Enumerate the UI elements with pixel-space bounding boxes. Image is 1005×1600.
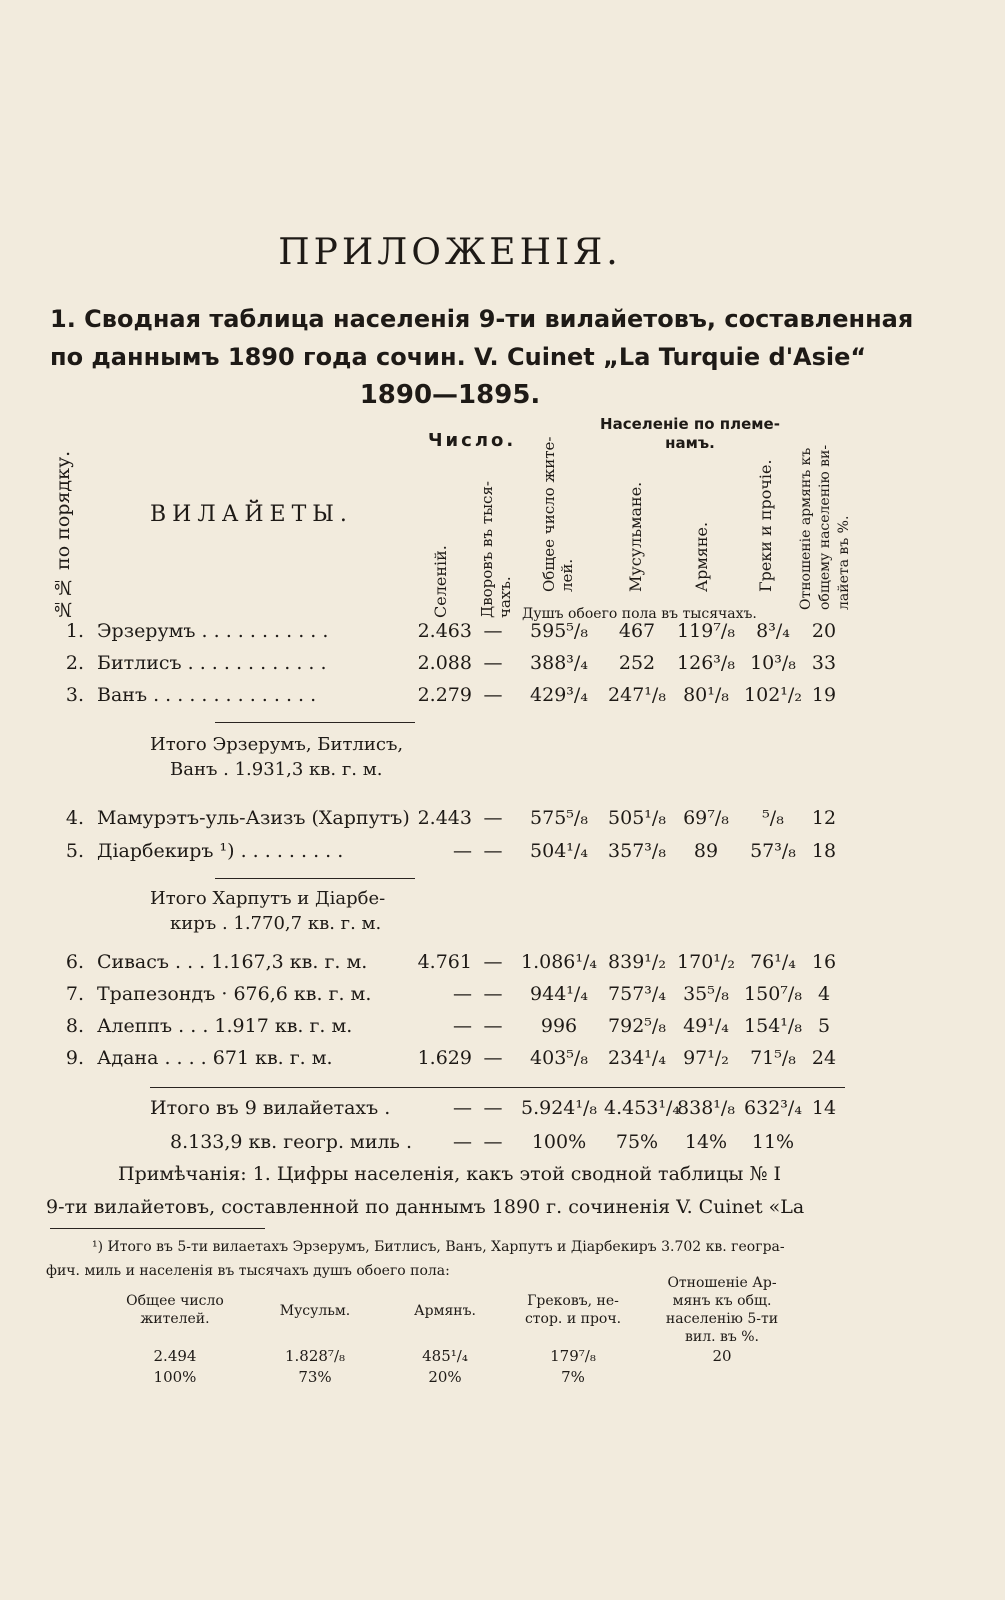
footnote-text2: фич. миль и населенія въ тысячахъ душъ обоего пола:	[46, 1263, 450, 1279]
table-row: 5. Діарбекиръ ¹) . . . . . . . . . — — 504¹/₄ 357³/₈ 89 57³/₈ 18	[65, 840, 837, 862]
footnote-percent: 73%	[298, 1368, 332, 1386]
footnote-header: Армянъ.	[414, 1303, 476, 1319]
footnote-header: Мусульм.	[279, 1303, 351, 1319]
notes-line1: Примѣчанія: 1. Цифры населенія, какъ этой сводной таблицы № I	[118, 1163, 781, 1185]
header-muslims: Мусульмане.	[626, 481, 645, 592]
notes-line2: 9-ти вилайетовъ, составленной по даннымъ 1890 г. сочиненія V. Cuinet «La	[46, 1196, 805, 1218]
header-number: Число.	[428, 430, 517, 451]
table-row: 6. Сивасъ . . . 1.167,3 кв. г. м. 4.761 — 1.086¹/₄ 839¹/₂ 170¹/₂ 76¹/₄ 16	[65, 951, 837, 973]
footnote-percent: 7%	[561, 1368, 585, 1386]
divider	[150, 1087, 845, 1088]
header-greeks: Греки и прочіе.	[756, 459, 775, 592]
table-row: 9. Адана . . . . 671 кв. г. м. 1.629 — 403⁵/₈ 234¹/₄ 97¹/₂ 71⁵/₈ 24	[65, 1047, 837, 1069]
table-row: 8. Алеппъ . . . 1.917 кв. г. м. — — 996 792⁵/₈ 49¹/₄ 154¹/₈ 5	[65, 1015, 831, 1037]
footnote-value: 20	[712, 1347, 732, 1365]
header-by-tribe: Населеніе по племе-намъ.	[600, 415, 780, 452]
header-ratio: Отношеніе армянъ къ общему населенію ви-лайета въ %.	[798, 444, 852, 610]
total-percent-row: 8.133,9 кв. геогр. миль . — — 100% 75% 14% 11%	[170, 1131, 795, 1153]
table-title-line2: по даннымъ 1890 года сочин. V. Cuinet „La Turquie d'Asie“	[50, 343, 867, 371]
footnote-value: 485¹/₄	[422, 1347, 468, 1365]
total-row: Итого въ 9 вилайетахъ . — — 5.924¹/₈ 4.453¹/₄ 838¹/₈ 632³/₄ 14	[150, 1097, 837, 1119]
header-armenians: Армяне.	[692, 521, 711, 592]
divider	[215, 878, 415, 879]
footnote-percent: 20%	[428, 1368, 462, 1386]
footnote-header: Отношеніе Ар-мянъ къ общ. населенію 5-ти вил. въ %.	[665, 1275, 779, 1345]
table-row: 1. Эрзерумъ . . . . . . . . . . . 2.463 — 595⁵/₈ 467 119⁷/₈ 8³/₄ 20	[65, 620, 837, 642]
footnote-divider	[50, 1228, 265, 1229]
header-total-pop: Общее число жите-лей.	[540, 436, 576, 592]
footnote-value: 179⁷/₈	[550, 1347, 596, 1365]
subtotal-1-line2: Ванъ . 1.931,3 кв. г. м.	[170, 759, 383, 780]
subtotal-2-line2: киръ . 1.770,7 кв. г. м.	[170, 913, 382, 934]
header-villages: Селеній.	[431, 545, 450, 618]
footnote-header: Общее число жителей.	[126, 1293, 224, 1327]
page-heading: ПРИЛОЖЕНІЯ.	[278, 232, 622, 273]
table-title-line3: 1890—1895.	[359, 380, 541, 410]
table-row: 4. Мамурэтъ-уль-Азизъ (Харпутъ) 2.443 — 575⁵/₈ 505¹/₈ 69⁷/₈ ⁵/₈ 12	[65, 807, 837, 829]
footnote-text1: ¹) Итого въ 5-ти вилаетахъ Эрзерумъ, Битлисъ, Ванъ, Харпутъ и Діарбекиръ 3.702 кв. геогра-	[92, 1239, 785, 1255]
footnote-value: 2.494	[153, 1347, 197, 1365]
table-row: 3. Ванъ . . . . . . . . . . . . . . 2.279 — 429³/₄ 247¹/₈ 80¹/₈ 102¹/₂ 19	[65, 684, 837, 706]
header-vilayets: ВИЛАЙЕТЫ.	[150, 502, 353, 527]
header-units: Душъ обоего пола въ тысячахъ.	[522, 606, 757, 622]
table-row: 7. Трапезондъ · 676,6 кв. г. м. — — 944¹/₄ 757³/₄ 35⁵/₈ 150⁷/₈ 4	[65, 983, 831, 1005]
footnote-header: Грековъ, не-стор. и проч.	[524, 1293, 622, 1327]
footnote-value: 1.828⁷/₈	[284, 1347, 346, 1365]
header-rank: №№ по порядку.	[52, 450, 74, 620]
subtotal-1-line1: Итого Эрзерумъ, Битлисъ,	[150, 734, 404, 755]
subtotal-2-line1: Итого Харпутъ и Діарбе-	[150, 888, 386, 909]
header-households: Дворовъ въ тыся-чахъ.	[478, 481, 514, 618]
table-row: 2. Битлисъ . . . . . . . . . . . . 2.088 — 388³/₄ 252 126³/₈ 10³/₈ 33	[65, 652, 837, 674]
divider	[215, 722, 415, 723]
table-title-line1: 1. Сводная таблица населенія 9-ти вилайетовъ, составленная	[50, 305, 914, 333]
footnote-percent: 100%	[153, 1368, 197, 1386]
